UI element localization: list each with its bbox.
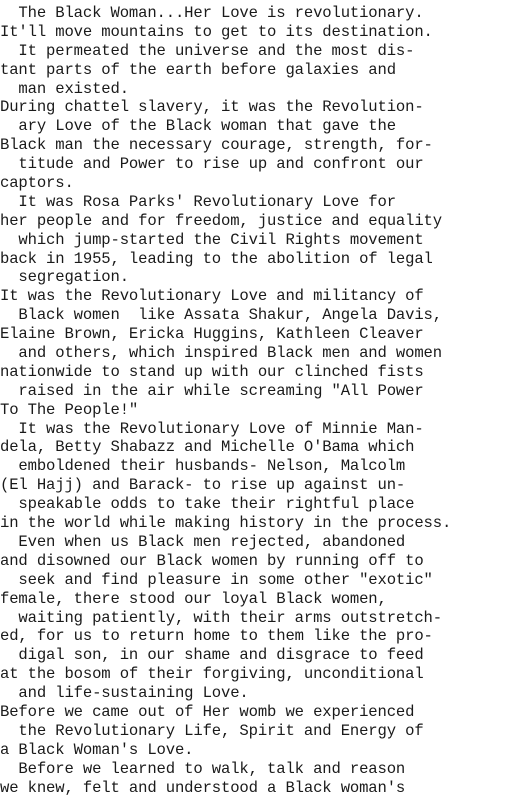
text-line: It permeated the universe and the most dis- bbox=[0, 41, 415, 60]
text-line: a Black Woman's Love. bbox=[0, 740, 194, 759]
text-line: and others, which inspired Black men and women bbox=[0, 344, 442, 363]
text-line: Black man the necessary courage, strength, for- bbox=[0, 136, 433, 155]
text-line: Before we came out of Her womb we experienced bbox=[0, 702, 415, 721]
text-line: we knew, felt and understood a Black woman's bbox=[0, 778, 406, 797]
text-line: tant parts of the earth before galaxies and bbox=[0, 60, 396, 79]
text-line: raised in the air while screaming "All Power bbox=[0, 381, 424, 400]
text-line: Before we learned to walk, talk and reason bbox=[0, 759, 406, 778]
text-line: seek and find pleasure in some other "exotic" bbox=[0, 570, 433, 589]
text-line: the Revolutionary Life, Spirit and Energy of bbox=[0, 721, 424, 740]
text-line: To The People!" bbox=[0, 400, 139, 419]
text-line: It was the Revolutionary Love and militancy of bbox=[0, 287, 424, 306]
text-line: ary Love of the Black woman that gave the bbox=[0, 117, 396, 136]
text-line: It'll move mountains to get to its destination. bbox=[0, 22, 433, 41]
text-line: speakable odds to take their rightful place bbox=[0, 495, 415, 514]
text-line: which jump-started the Civil Rights movement bbox=[0, 230, 424, 249]
text-line: back in 1955, leading to the abolition of legal bbox=[0, 249, 433, 268]
typewritten-text-block bbox=[0, 4, 522, 797]
text-line: Black women like Assata Shakur, Angela Davis, bbox=[0, 306, 442, 325]
text-line: titude and Power to rise up and confront our bbox=[0, 155, 424, 174]
text-line: digal son, in our shame and disgrace to feed bbox=[0, 646, 424, 665]
text-line: It was the Revolutionary Love of Minnie Man- bbox=[0, 419, 424, 438]
text-line: segregation. bbox=[0, 268, 129, 287]
text-line: During chattel slavery, it was the Revolution- bbox=[0, 98, 424, 117]
text-line: The Black Woman...Her Love is revolutionary. bbox=[0, 4, 424, 22]
text-line: captors. bbox=[0, 174, 74, 193]
text-line: and disowned our Black women by running off to bbox=[0, 551, 424, 570]
text-line: emboldened their husbands- Nelson, Malcolm bbox=[0, 457, 406, 476]
text-line: ed, for us to return home to them like the pro- bbox=[0, 627, 433, 646]
text-line: It was Rosa Parks' Revolutionary Love for bbox=[0, 192, 396, 211]
text-line: and life-sustaining Love. bbox=[0, 684, 249, 703]
text-line: man existed. bbox=[0, 79, 129, 98]
text-line: dela, Betty Shabazz and Michelle O'Bama which bbox=[0, 438, 415, 457]
text-line: at the bosom of their forgiving, unconditional bbox=[0, 665, 424, 684]
text-line: Elaine Brown, Ericka Huggins, Kathleen Cleaver bbox=[0, 325, 424, 344]
text-line: nationwide to stand up with our clinched fists bbox=[0, 362, 424, 381]
text-line: waiting patiently, with their arms outstretch- bbox=[0, 608, 442, 627]
text-line: Even when us Black men rejected, abandoned bbox=[0, 532, 406, 551]
text-line: her people and for freedom, justice and equality bbox=[0, 211, 442, 230]
text-line: (El Hajj) and Barack- to rise up against un- bbox=[0, 476, 406, 495]
text-line: in the world while making history in the process. bbox=[0, 514, 452, 533]
text-line: female, there stood our loyal Black women, bbox=[0, 589, 387, 608]
